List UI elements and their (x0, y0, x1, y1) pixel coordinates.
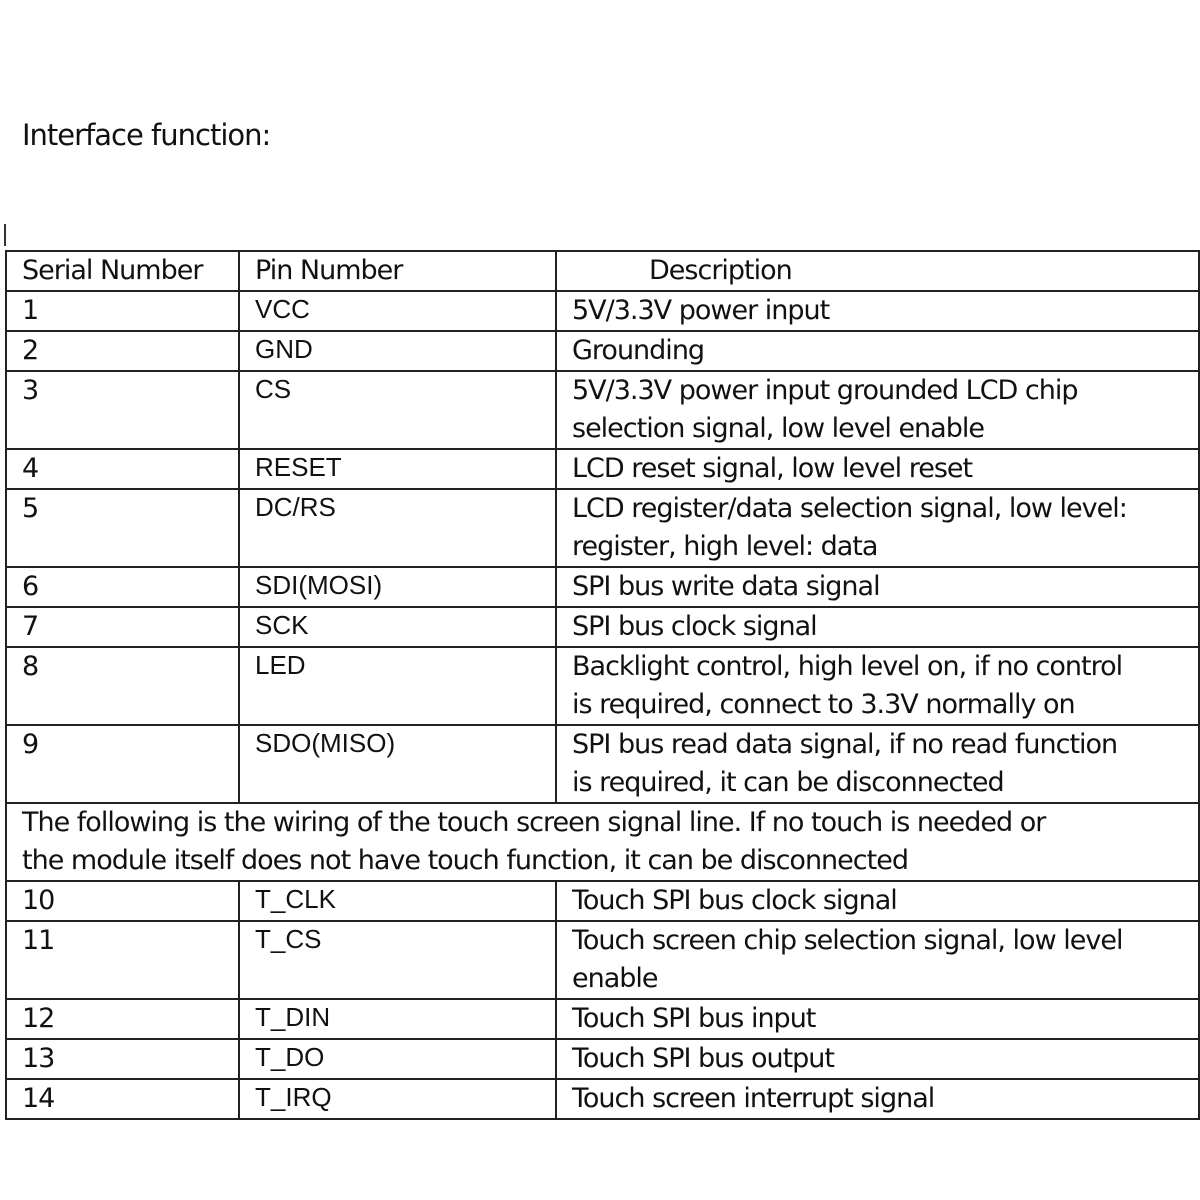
description-cell: SPI bus write data signal (556, 567, 1199, 607)
serial-cell: 2 (6, 331, 239, 371)
table-row (6, 331, 1199, 371)
serial-cell: 12 (6, 999, 239, 1039)
header-pin: Pin Number (239, 251, 556, 291)
touch-note-row (6, 803, 1199, 881)
serial-cell: 7 (6, 607, 239, 647)
description-cell: Grounding (556, 331, 1199, 371)
description-cell: Touch screen chip selection signal, low level enable (556, 921, 1199, 999)
pin-cell: SDI(MOSI) (239, 567, 556, 607)
interface-table (5, 250, 1200, 1120)
header-serial: Serial Number (6, 251, 239, 291)
serial-cell: 13 (6, 1039, 239, 1079)
serial-cell: 4 (6, 449, 239, 489)
description-cell: LCD reset signal, low level reset (556, 449, 1199, 489)
table-row (6, 1039, 1199, 1079)
table-row (6, 1079, 1199, 1119)
table-row (6, 489, 1199, 567)
text-cursor (4, 224, 6, 246)
description-cell: Touch SPI bus clock signal (556, 881, 1199, 921)
pin-cell: GND (239, 331, 556, 371)
pin-cell: LED (239, 647, 556, 725)
page-title: Interface function: (22, 118, 271, 152)
pin-cell: T_IRQ (239, 1079, 556, 1119)
table-row (6, 607, 1199, 647)
table-row (6, 449, 1199, 489)
table-header-row (6, 251, 1199, 291)
serial-cell: 8 (6, 647, 239, 725)
serial-cell: 1 (6, 291, 239, 331)
pin-cell: T_DO (239, 1039, 556, 1079)
description-cell: Touch SPI bus output (556, 1039, 1199, 1079)
pin-cell: SCK (239, 607, 556, 647)
description-cell: 5V/3.3V power input grounded LCD chip selection signal, low level enable (556, 371, 1199, 449)
description-cell: LCD register/data selection signal, low level: register, high level: data (556, 489, 1199, 567)
description-cell: SPI bus read data signal, if no read function is required, it can be disconnected (556, 725, 1199, 803)
header-description: Description (556, 251, 1199, 291)
table-row (6, 921, 1199, 999)
description-cell: Touch screen interrupt signal (556, 1079, 1199, 1119)
serial-cell: 10 (6, 881, 239, 921)
table-row (6, 291, 1199, 331)
description-cell: Touch SPI bus input (556, 999, 1199, 1039)
pin-cell: T_CS (239, 921, 556, 999)
pin-cell: T_CLK (239, 881, 556, 921)
description-cell: Backlight control, high level on, if no control is required, connect to 3.3V normally on (556, 647, 1199, 725)
serial-cell: 14 (6, 1079, 239, 1119)
table-row (6, 371, 1199, 449)
table-row (6, 725, 1199, 803)
pin-cell: RESET (239, 449, 556, 489)
serial-cell: 11 (6, 921, 239, 999)
pin-cell: DC/RS (239, 489, 556, 567)
pin-cell: CS (239, 371, 556, 449)
serial-cell: 9 (6, 725, 239, 803)
pin-cell: SDO(MISO) (239, 725, 556, 803)
description-cell: SPI bus clock signal (556, 607, 1199, 647)
serial-cell: 5 (6, 489, 239, 567)
touch-note: The following is the wiring of the touch screen signal line. If no touch is needed or the module itself does not have touch function, it can be disconnected (6, 803, 1199, 881)
table-row (6, 567, 1199, 607)
pin-cell: T_DIN (239, 999, 556, 1039)
pin-cell: VCC (239, 291, 556, 331)
serial-cell: 3 (6, 371, 239, 449)
table-row (6, 999, 1199, 1039)
table-row (6, 881, 1199, 921)
description-cell: 5V/3.3V power input (556, 291, 1199, 331)
serial-cell: 6 (6, 567, 239, 607)
table-row (6, 647, 1199, 725)
